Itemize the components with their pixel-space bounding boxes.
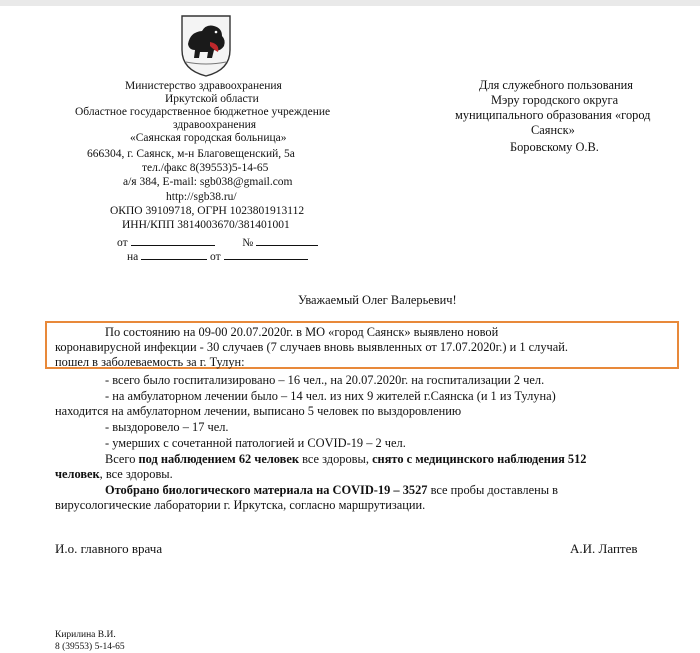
institution-name: «Саянская городская больница» [130, 132, 287, 144]
recipient-name: Боровскому О.В. [510, 140, 599, 154]
executor-phone: 8 (39553) 5-14-65 [55, 642, 125, 652]
para3-line-2: вирусологические лаборатории г. Иркутска, согласно маршрутизации. [55, 498, 426, 512]
para1-line-1: По состоянию на 09-00 20.07.2020г. в МО «город Саянск» выявлено новой [105, 325, 499, 339]
item-hospitalized: - всего было госпитализировано – 16 чел., на 20.07.2020г. на госпитализации 2 чел. [105, 373, 545, 387]
institution-line-2: здравоохранения [173, 119, 257, 131]
executor-name: Кирилина В.И. [55, 630, 116, 640]
para2-text-f: , все здоровы. [99, 467, 173, 481]
institution-line-1: Областное государственное бюджетное учреждение [75, 106, 331, 118]
website-line: http://sgb38.ru/ [166, 191, 237, 203]
para2-text-c: все здоровы, [299, 452, 373, 466]
on-number-blank [141, 249, 207, 260]
ministry-line-1: Министерство здравоохранения [125, 80, 282, 92]
para2-line-1 [105, 452, 586, 467]
recipient-line-2: муниципального образования «город [455, 108, 651, 122]
phone-fax-line: тел./факс 8(39553)5-14-65 [142, 162, 269, 174]
confidential-mark: Для служебного пользования [479, 78, 633, 92]
item-outpatient-2: находится на амбулаторном лечении, выписано 5 человек по выздоровлению [55, 404, 462, 418]
email-line: а/я 384, E-mail: sgb038@gmail.com [123, 176, 293, 188]
coat-of-arms-emblem [180, 14, 232, 78]
item-recovered: - выздоровело – 17 чел. [105, 420, 229, 434]
signatory-role: И.о. главного врача [55, 541, 163, 556]
reply-field-row [127, 249, 308, 264]
recipient-line-3: Саянск» [531, 123, 575, 137]
item-deceased: - умерших с сочетанной патологией и COVID-19 – 2 чел. [105, 436, 406, 450]
from-date-blank [131, 235, 215, 246]
para1-line-2: коронавирусной инфекции - 30 случаев (7 случаев вновь выявленных от 17.07.2020г.) и 1 случай. [55, 340, 568, 354]
para3-text-b: все пробы доставлены в [427, 483, 559, 497]
scan-edge [0, 0, 700, 6]
inn-kpp-line: ИНН/КПП 3814003670/381401001 [122, 219, 290, 231]
para2-bold-removed: снято с медицинского наблюдения 512 [372, 452, 587, 466]
signatory-name: А.И. Лаптев [570, 541, 638, 556]
para3-line-1 [105, 483, 558, 498]
okpo-ogrn-line: ОКПО 39109718, ОГРН 1023801913112 [110, 205, 305, 217]
para1-line-3: пошел в заболеваемость за г. Тулун: [55, 355, 245, 369]
on-date-blank [224, 249, 308, 260]
para2-bold-people: человек [55, 467, 100, 481]
date-field-row [117, 235, 318, 250]
recipient-line-1: Мэру городского округа [491, 93, 619, 107]
number-blank [256, 235, 318, 246]
on-label: на [127, 251, 139, 263]
from-label: от [117, 237, 128, 249]
address-line: 666304, г. Саянск, м-н Благовещенский, 5а [87, 148, 295, 160]
from-label-2: от [210, 251, 221, 263]
number-label: № [242, 237, 254, 249]
ministry-line-2: Иркутской области [165, 93, 259, 105]
salutation: Уважаемый Олег Валерьевич! [298, 293, 457, 307]
para2-bold-observed: под наблюдением 62 человек [138, 452, 299, 466]
para3-bold-samples: Отобрано биологического материала на COVID-19 – 3527 [105, 483, 428, 497]
para2-line-2 [55, 467, 173, 482]
para2-text-a: Всего [105, 452, 139, 466]
item-outpatient-1: - на амбулаторном лечении было – 14 чел. из них 9 жителей г.Саянска (и 1 из Тулуна) [105, 389, 556, 403]
